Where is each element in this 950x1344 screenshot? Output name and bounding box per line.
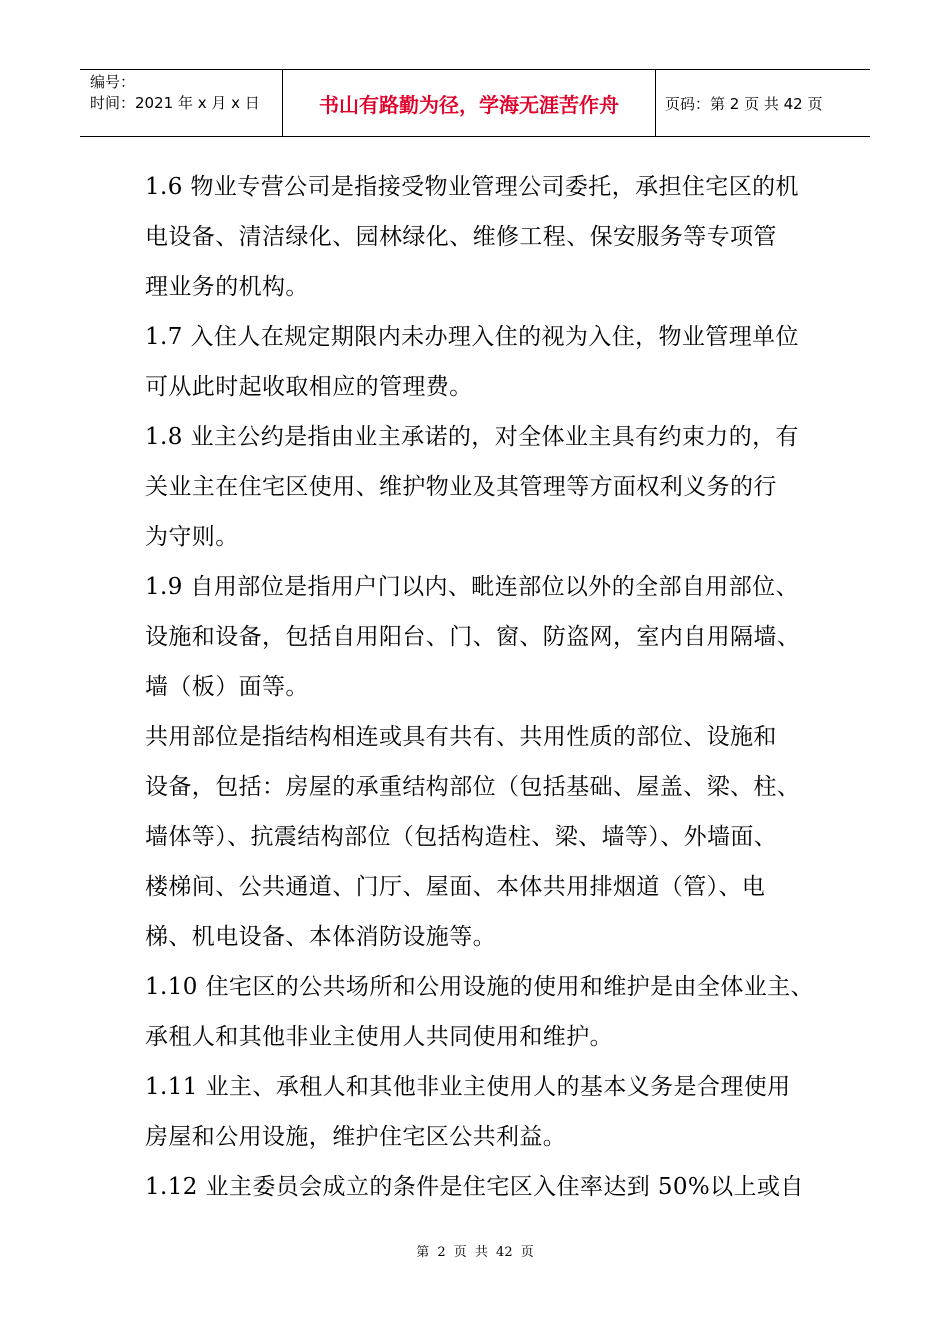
body-line: 墙（板）面等。 (145, 674, 309, 700)
body-line: 承租人和其他非业主使用人共同使用和维护。 (145, 1024, 613, 1050)
body-line: 关业主在住宅区使用、维护物业及其管理等方面权利义务的行 (145, 474, 777, 500)
number-label: 编号： (90, 73, 136, 91)
body-line: 1.9 自用部位是指用户门以内、毗连部位以外的全部自用部位、 (145, 574, 799, 600)
body-line: 1.7 入住人在规定期限内未办理入住的视为入住，物业管理单位 (145, 324, 799, 350)
body-line: 1.6 物业专营公司是指接受物业管理公司委托，承担住宅区的机 (145, 174, 799, 200)
time-label: 时间：2021 年 x 月 x 日 (90, 94, 260, 112)
header-page-cell (655, 70, 870, 136)
body-line: 设施和设备，包括自用阳台、门、窗、防盗网，室内自用隔墙、 (145, 624, 801, 650)
body-line: 墙体等）、抗震结构部位（包括构造柱、梁、墙等）、外墙面、 (145, 824, 778, 850)
header-motto-cell (282, 70, 656, 136)
body-line: 为守则。 (145, 524, 239, 550)
body-line: 楼梯间、公共通道、门厅、屋面、本体共用排烟道（管）、电 (145, 874, 766, 900)
document-body (145, 162, 835, 1212)
header-meta-cell (80, 70, 282, 136)
document-header (80, 69, 870, 137)
body-line: 1.8 业主公约是指由业主承诺的，对全体业主具有约束力的，有 (145, 424, 799, 450)
motto-text: 书山有路勤为径，学海无涯苦作舟 (319, 93, 619, 117)
body-line: 1.12 业主委员会成立的条件是住宅区入住率达到 50%以上或自 (145, 1174, 804, 1200)
body-line: 1.10 住宅区的公共场所和公用设施的使用和维护是由全体业主、 (145, 974, 814, 1000)
body-line: 可从此时起收取相应的管理费。 (145, 374, 473, 400)
page-info: 页码：第 2 页 共 42 页 (665, 95, 823, 113)
body-line: 1.11 业主、承租人和其他非业主使用人的基本义务是合理使用 (145, 1074, 791, 1100)
body-line: 理业务的机构。 (145, 274, 309, 300)
page-footer: 第 2 页 共 42 页 (416, 1245, 534, 1260)
body-line: 共用部位是指结构相连或具有共有、共用性质的部位、设施和 (145, 724, 777, 750)
body-line: 电设备、清洁绿化、园林绿化、维修工程、保安服务等专项管 (145, 224, 777, 250)
body-line: 梯、机电设备、本体消防设施等。 (145, 924, 496, 950)
body-line: 设备，包括：房屋的承重结构部位（包括基础、屋盖、梁、柱、 (145, 774, 801, 800)
body-line: 房屋和公用设施，维护住宅区公共利益。 (145, 1124, 567, 1150)
